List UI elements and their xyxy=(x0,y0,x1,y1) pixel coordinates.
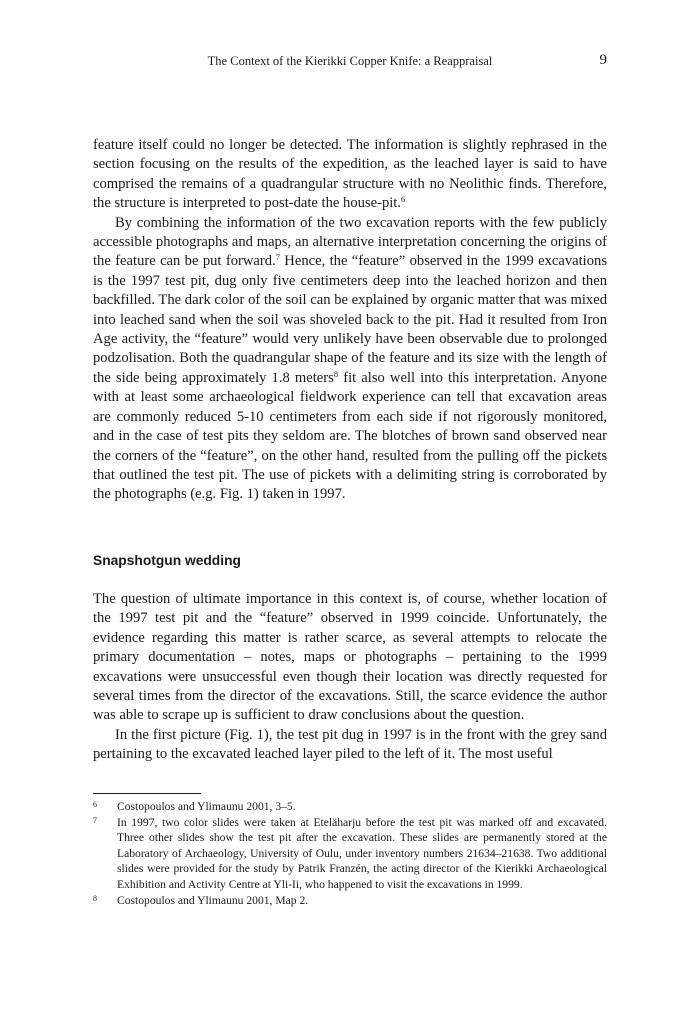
running-title: The Context of the Kierikki Copper Knife: a Reappraisal xyxy=(207,54,493,68)
paragraph-2-text-c: fit also well into this interpretation. Anyone with at least some archaeological fieldwork experience can tell that excavation areas are commonly reduced 5-10 centimeters from each side if not rigorously monitored, and in the case of test pits they seldom are. The blotches of brown sand observed near the corners of the “feature”, on the other hand, resulted from the pulling off the pickets that outlined the test pit. The use of pickets with a delimiting string is corroborated by the photographs (e.g. Fig. 1) taken in 1997. xyxy=(93,369,608,503)
footnotes xyxy=(93,799,607,908)
footnote-ref-6[interactable]: 6 xyxy=(401,194,406,205)
footnote-text: In 1997, two color slides were taken at Eteläharju before the test pit was marked off and excavated. Three other slides show the test pit after the excavation. These slides are permanently stored at the Laboratory of Archaeology, University of Oulu, under inventory numbers 21634–21638. Two additional slides were provided for the study by Patrik Franzén, the acting director of the Kierikki Archaeological Exhibition and Activity Centre at Yli-Ii, who happened to visit the excavations in 1999. xyxy=(117,815,607,891)
footnote-8 xyxy=(93,893,607,909)
paragraph-2 xyxy=(93,214,607,505)
paragraph-2-text-a: By combining the information of the two excavation reports with the few publicly accessible photographs and maps, an alternative interpretation concerning the origins of the feature can be put forward. xyxy=(93,214,607,270)
footnote-ref-7[interactable]: 7 xyxy=(275,252,280,263)
footnote-6 xyxy=(93,799,607,815)
paragraph-1 xyxy=(93,136,607,214)
footnote-number: 8 xyxy=(93,893,97,903)
running-header xyxy=(93,54,607,74)
page-number: 9 xyxy=(599,52,607,68)
footnote-text: Costopoulos and Ylimaunu 2001, Map 2. xyxy=(117,893,309,907)
paragraph-1-text: feature itself could no longer be detected. The information is slightly rephrased in the section focusing on the results of the expedition, as the leached layer is said to have comprised the remains of a quadrangular structure with no Neolithic finds. Therefore, the structure is interpreted to post-date the house-pit. xyxy=(93,137,607,212)
footnote-text: Costopoulos and Ylimaunu 2001, 3–5. xyxy=(117,800,296,813)
footnote-ref-8[interactable]: 8 xyxy=(333,368,339,379)
body-text-lower xyxy=(93,590,607,765)
section-paragraph-2: In the first picture (Fig. 1), the test pit dug in 1997 is in the front with the grey sand pertaining to the excavated leached layer piled to the left of it. The most useful xyxy=(93,726,607,763)
paragraph-2-text-b: Hence, the “feature” observed in the 1999 excavations is the 1997 test pit, dug only five centimeters deep into the leached horizon and then backfilled. The dark color of the soil can be explained by organic matter that was mixed into leached sand when the soil was shoveled back to the pit. Had it resulted from Iron Age activity, the “feature” would very unlikely have been observable due to prolonged podzolisation. Both the quadrangular shape of the feature and its size with the length of the side being approximately 1.8 meters xyxy=(93,253,608,386)
footnote-divider xyxy=(93,793,201,794)
section-paragraph-1: The question of ultimate importance in this context is, of course, whether location of the 1997 test pit and the “feature” observed in 1999 coincide. Unfortunately, the evidence regarding this matter is rather scarce, as several attempts to relocate the primary documentation – notes, maps or photographs – pertaining to the 1999 excavations were unsuccessful even though their location was directly requested for several times from the director of the excavations. Still, the scarce evidence the author was able to scrape up is sufficient to draw conclusions about the question. xyxy=(93,591,607,724)
footnote-7 xyxy=(93,815,607,893)
footnote-number: 6 xyxy=(93,800,97,809)
section-heading: Snapshotgun wedding xyxy=(93,553,241,568)
body-text-upper xyxy=(93,136,607,505)
footnote-number: 7 xyxy=(93,815,97,825)
